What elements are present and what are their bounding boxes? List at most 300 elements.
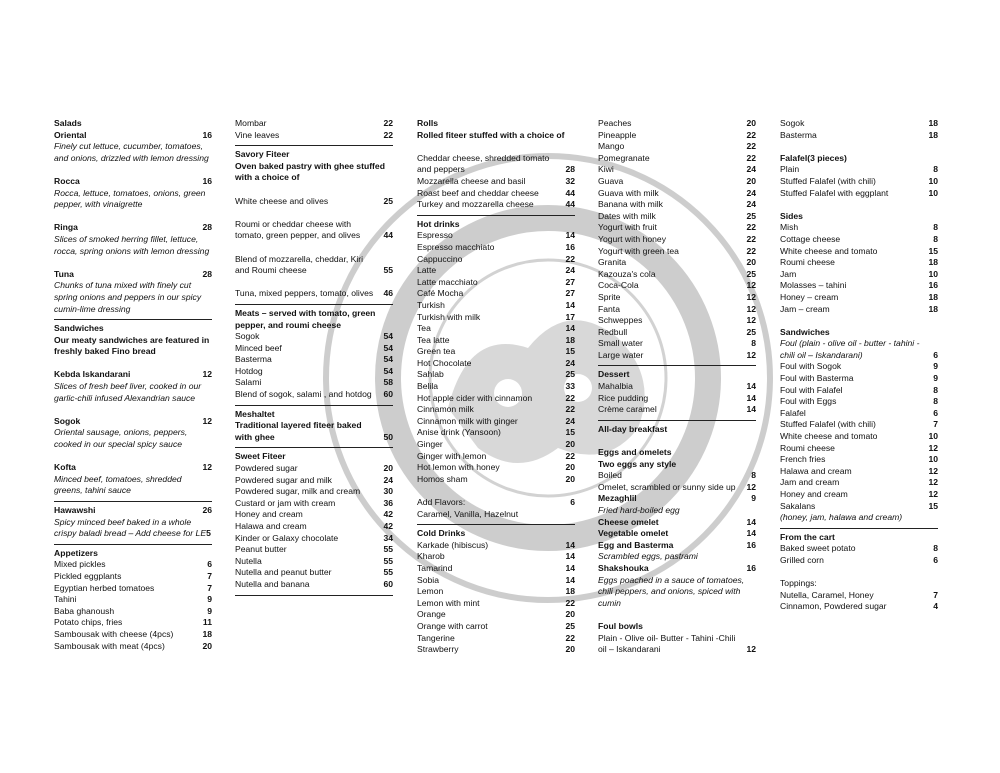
item-price: 7 bbox=[207, 582, 212, 593]
item-name: Café Mocha bbox=[417, 288, 464, 299]
item-price: 12 bbox=[746, 291, 756, 302]
section-title-sandwiches: Sandwiches bbox=[54, 323, 104, 334]
item-price: 12 bbox=[746, 349, 756, 360]
item-price: 22 bbox=[383, 118, 393, 128]
menu-item: Add Flavors: 6 bbox=[417, 497, 575, 507]
item-name: Potato chips, fries bbox=[54, 617, 123, 628]
item-name: Baba ghanoush bbox=[54, 605, 115, 616]
item-price: 11 bbox=[202, 617, 212, 628]
section-subtitle: Our meaty sandwiches are featured in freshly baked Fino bread bbox=[54, 334, 210, 357]
item-name: White cheese and olives bbox=[235, 195, 329, 206]
item-name: Sambousak with cheese (4pcs) bbox=[54, 628, 174, 639]
divider bbox=[235, 304, 393, 305]
item-price: 18 bbox=[928, 257, 938, 268]
item-name: Boiled bbox=[598, 470, 622, 481]
item-name: Sahlab bbox=[417, 369, 444, 380]
item-price: 54 bbox=[383, 331, 393, 342]
menu-item bbox=[417, 265, 575, 277]
item-name: Yogurt with green tea bbox=[598, 245, 679, 256]
item-name: Honey and cream bbox=[780, 489, 848, 499]
menu-item: Shakshouka 16 bbox=[598, 562, 756, 573]
item-name: Pineapple bbox=[598, 129, 637, 140]
menu-item bbox=[235, 579, 393, 591]
item-price: 24 bbox=[383, 474, 393, 485]
item-price: 8 bbox=[933, 384, 938, 395]
item-name: Granita bbox=[598, 257, 627, 268]
item-name: Baked sweet potato bbox=[780, 543, 856, 554]
menu-item: Rocca 16 bbox=[54, 175, 212, 186]
menu-item bbox=[780, 164, 938, 176]
menu-item bbox=[780, 118, 938, 130]
item-price: 25 bbox=[383, 195, 393, 206]
menu-item bbox=[417, 474, 575, 486]
menu-item bbox=[417, 563, 575, 575]
section-title-rolls: Rolls bbox=[417, 118, 439, 128]
divider bbox=[235, 145, 393, 146]
item-name: Coca-Cola bbox=[598, 280, 639, 291]
item-name: Sambousak with meat (4pcs) bbox=[54, 640, 165, 651]
menu-item: Oriental 16 bbox=[54, 129, 212, 140]
menu-item bbox=[235, 366, 393, 378]
menu-item: Traditional layered fiteer baked with ghee 50 bbox=[235, 420, 393, 442]
section-title-sweet: Sweet Fiteer bbox=[235, 451, 286, 462]
menu-item bbox=[235, 521, 393, 533]
item-name: Mombar bbox=[235, 118, 267, 128]
menu-item bbox=[417, 199, 575, 211]
menu-item bbox=[417, 462, 575, 474]
menu-item bbox=[598, 234, 756, 246]
menu-item bbox=[598, 199, 756, 211]
item-price: 25 bbox=[746, 326, 756, 337]
item-price: 24 bbox=[746, 164, 756, 175]
item-name: Cottage cheese bbox=[780, 233, 841, 244]
item-name: Ginger bbox=[417, 439, 443, 450]
item-price: 14 bbox=[565, 562, 575, 573]
item-price: 22 bbox=[746, 222, 756, 233]
menu-item bbox=[235, 196, 393, 208]
item-price: 55 bbox=[383, 555, 393, 566]
item-name: Homos sham bbox=[417, 473, 468, 484]
item-price: 7 bbox=[207, 570, 212, 581]
item-price: 46 bbox=[383, 288, 393, 299]
item-price: 14 bbox=[565, 230, 575, 241]
menu-item bbox=[598, 257, 756, 269]
menu-item bbox=[417, 277, 575, 289]
item-name: Tamarind bbox=[417, 562, 453, 573]
item-price: 8 bbox=[933, 396, 938, 407]
item-price: 17 bbox=[565, 311, 575, 322]
menu-item bbox=[417, 312, 575, 324]
divider bbox=[780, 528, 938, 529]
item-price: 22 bbox=[565, 632, 575, 643]
menu-item bbox=[417, 230, 575, 242]
menu-item: Cheese omelet 14 bbox=[598, 516, 756, 527]
item-price: 22 bbox=[565, 404, 575, 415]
item-name: French fries bbox=[780, 454, 826, 465]
item-name: Stuffed Falafel with eggplant bbox=[780, 187, 889, 198]
item-price: 55 bbox=[383, 265, 393, 276]
item-price: 22 bbox=[746, 233, 756, 244]
item-price: 22 bbox=[746, 152, 756, 163]
item-name: Turkish with milk bbox=[417, 311, 481, 322]
menu-item bbox=[235, 463, 393, 475]
menu-item: Tuna 28 bbox=[54, 268, 212, 279]
item-price: 18 bbox=[202, 628, 212, 639]
item-description: Slices of smoked herring fillet, lettuce, rocca, spring onions with lemon dressing bbox=[54, 233, 210, 256]
item-price: 18 bbox=[565, 586, 575, 597]
item-name: Honey – cream bbox=[780, 291, 839, 302]
item-name: Kharob bbox=[417, 551, 445, 562]
item-name: Peaches bbox=[598, 118, 632, 128]
item-price: 14 bbox=[746, 381, 756, 392]
menu-item: Kofta 12 bbox=[54, 462, 212, 473]
menu-item bbox=[598, 118, 756, 130]
item-name: Plain bbox=[780, 164, 800, 175]
item-price: 9 bbox=[933, 373, 938, 384]
item-name: Latte macchiato bbox=[417, 276, 478, 287]
item-price: 27 bbox=[565, 288, 575, 299]
item-name: Vine leaves bbox=[235, 129, 280, 140]
item-price: 55 bbox=[383, 544, 393, 555]
menu-column-5 bbox=[780, 118, 938, 613]
menu-item bbox=[598, 404, 756, 416]
item-price: 10 bbox=[928, 431, 938, 442]
menu-item bbox=[598, 211, 756, 223]
menu-item bbox=[780, 555, 938, 567]
menu-item bbox=[235, 343, 393, 355]
item-description: Rocca, lettuce, tomatoes, onions, green pepper, with vinaigrette bbox=[54, 187, 206, 210]
menu-item bbox=[780, 361, 938, 373]
item-name: Guava bbox=[598, 175, 624, 186]
menu-item bbox=[417, 644, 575, 656]
item-price: 12 bbox=[746, 481, 756, 492]
item-price: 24 bbox=[565, 415, 575, 426]
section-title-savory: Savory Fiteer bbox=[235, 149, 290, 160]
item-price: 33 bbox=[565, 381, 575, 392]
menu-item bbox=[54, 617, 212, 629]
menu-item bbox=[598, 246, 756, 258]
menu-item bbox=[780, 176, 938, 188]
item-price: 14 bbox=[565, 551, 575, 562]
item-price: 8 bbox=[751, 470, 756, 481]
section-title-salads: Salads bbox=[54, 118, 82, 128]
menu-item bbox=[235, 509, 393, 521]
menu-item bbox=[235, 377, 393, 389]
menu-item bbox=[598, 327, 756, 339]
item-name: Mahalbia bbox=[598, 381, 633, 392]
item-name: Minced beef bbox=[235, 342, 282, 353]
item-name: Hotdog bbox=[235, 365, 263, 376]
item-name: Blend of sogok, salami , and hotdog bbox=[235, 389, 372, 400]
menu-item bbox=[417, 176, 575, 188]
menu-item bbox=[780, 477, 938, 489]
divider bbox=[54, 544, 212, 545]
item-name: Rice pudding bbox=[598, 392, 649, 403]
divider bbox=[235, 447, 393, 448]
item-name: Belila bbox=[417, 381, 439, 392]
item-name: Fanta bbox=[598, 303, 620, 314]
item-price: 6 bbox=[207, 559, 212, 570]
item-price: 6 bbox=[933, 407, 938, 418]
menu-item bbox=[780, 443, 938, 455]
item-name: Roumi cheese bbox=[780, 257, 835, 268]
divider bbox=[235, 595, 393, 596]
menu-item bbox=[598, 188, 756, 200]
menu-item bbox=[417, 621, 575, 633]
item-price: 24 bbox=[746, 199, 756, 210]
item-name: Espresso macchiato bbox=[417, 241, 495, 252]
item-name: Espresso bbox=[417, 230, 453, 241]
item-description: Spicy minced beef baked in a whole crispy baladi bread – Add cheese for LE5 bbox=[54, 516, 211, 539]
menu-item bbox=[235, 354, 393, 366]
item-name: Halawa and cream bbox=[780, 465, 852, 476]
menu-item bbox=[417, 300, 575, 312]
item-price: 9 bbox=[207, 605, 212, 616]
item-name: Jam and cream bbox=[780, 477, 840, 488]
menu-item bbox=[598, 280, 756, 292]
item-price: 20 bbox=[202, 640, 212, 651]
item-name: Anise drink (Yansoon) bbox=[417, 427, 501, 438]
menu-item bbox=[598, 338, 756, 350]
menu-item bbox=[417, 242, 575, 254]
menu-item bbox=[598, 304, 756, 316]
menu-item bbox=[235, 389, 393, 401]
item-name: Falafel bbox=[780, 407, 806, 418]
menu-item bbox=[780, 292, 938, 304]
item-price: 18 bbox=[928, 303, 938, 314]
item-price: 20 bbox=[746, 175, 756, 186]
menu-item bbox=[417, 335, 575, 347]
item-name: Mixed pickles bbox=[54, 559, 106, 570]
item-price: 42 bbox=[383, 509, 393, 520]
section-title-cold-drinks: Cold Drinks bbox=[417, 528, 466, 539]
item-price: 20 bbox=[565, 609, 575, 620]
menu-item bbox=[780, 246, 938, 258]
item-price: 14 bbox=[565, 539, 575, 550]
item-name: Cheddar cheese, shredded tomato and peppers bbox=[417, 152, 550, 175]
menu-item bbox=[54, 571, 212, 583]
item-name: Turkey and mozzarella cheese bbox=[417, 199, 534, 210]
item-price: 20 bbox=[565, 644, 575, 655]
item-price: 10 bbox=[928, 454, 938, 465]
menu-item: Vegetable omelet 14 bbox=[598, 528, 756, 539]
menu-item bbox=[598, 176, 756, 188]
item-name: Sogok bbox=[780, 118, 805, 128]
menu-item bbox=[598, 269, 756, 281]
section-subtitle: Rolled fiteer stuffed with a choice of bbox=[417, 129, 565, 140]
menu-item bbox=[417, 427, 575, 439]
menu-item bbox=[598, 222, 756, 234]
item-name: Mozzarella cheese and basil bbox=[417, 175, 526, 186]
menu-item bbox=[417, 586, 575, 598]
item-price: 12 bbox=[746, 303, 756, 314]
item-price: 27 bbox=[565, 276, 575, 287]
item-name: Kazouza's cola bbox=[598, 268, 656, 279]
section-title-meats: Meats – served with tomato, green pepper, and roumi cheese bbox=[235, 307, 376, 330]
item-price: 44 bbox=[565, 187, 575, 198]
item-name: Peanut butter bbox=[235, 544, 287, 555]
item-price: 24 bbox=[565, 357, 575, 368]
item-name: Nutella and banana bbox=[235, 578, 310, 589]
section-title-eggs: Eggs and omelets bbox=[598, 447, 672, 458]
divider bbox=[54, 501, 212, 502]
item-name: Jam – cream bbox=[780, 303, 830, 314]
item-name: White cheese and tomato bbox=[780, 431, 878, 442]
item-price: 18 bbox=[928, 291, 938, 302]
item-name: Foul with Eggs bbox=[780, 396, 837, 407]
item-name: Stuffed Falafel (with chili) bbox=[780, 419, 876, 430]
section-title-meshaltet: Meshaltet bbox=[235, 408, 275, 419]
section-title-breakfast: All-day breakfast bbox=[598, 423, 668, 434]
item-name: Latte bbox=[417, 265, 437, 276]
menu-item bbox=[417, 288, 575, 300]
item-name: Kinder or Galaxy chocolate bbox=[235, 532, 339, 543]
menu-item bbox=[417, 346, 575, 358]
section-title-dessert: Dessert bbox=[598, 369, 630, 380]
item-price: 54 bbox=[383, 354, 393, 365]
item-price: 8 bbox=[933, 233, 938, 244]
menu-item bbox=[780, 188, 938, 200]
section-title-hot-drinks: Hot drinks bbox=[417, 218, 460, 229]
item-price: 14 bbox=[746, 392, 756, 403]
item-name: Orange with carrot bbox=[417, 620, 488, 631]
section-subtitle: Two eggs any style bbox=[598, 458, 677, 469]
item-name: Sakalans bbox=[780, 500, 816, 511]
item-name: Tahini bbox=[54, 594, 77, 605]
menu-item bbox=[54, 641, 212, 653]
item-name: Tuna, mixed peppers, tomato, olives bbox=[235, 288, 374, 299]
item-price: 44 bbox=[383, 230, 393, 241]
item-name: Powdered sugar and milk bbox=[235, 474, 332, 485]
item-description: Minced beef, tomatoes, shredded greens, tahini sauce bbox=[54, 473, 182, 496]
menu-item bbox=[417, 540, 575, 552]
item-price: 22 bbox=[383, 129, 393, 140]
item-price: 25 bbox=[746, 268, 756, 279]
item-name: Custard or jam with cream bbox=[235, 497, 336, 508]
item-price: 28 bbox=[565, 164, 575, 175]
item-price: 20 bbox=[746, 118, 756, 128]
item-name: Cappuccino bbox=[417, 253, 463, 264]
item-price: 12 bbox=[928, 442, 938, 453]
menu-item bbox=[780, 234, 938, 246]
menu-item bbox=[598, 153, 756, 165]
menu-item bbox=[235, 544, 393, 556]
item-description: Finely cut lettuce, cucumber, tomatoes, and onions, drizzled with lemon dressing bbox=[54, 141, 209, 163]
menu-item bbox=[598, 315, 756, 327]
menu-item bbox=[54, 559, 212, 571]
item-name: Omelet, scrambled or sunny side up bbox=[598, 481, 736, 492]
section-title-cart: From the cart bbox=[780, 531, 835, 542]
item-name: Dates with milk bbox=[598, 210, 656, 221]
menu-item bbox=[780, 431, 938, 443]
menu-item bbox=[780, 466, 938, 478]
item-description: Eggs poached in a sauce of tomatoes, chili peppers, and onions, spiced with cumin bbox=[598, 574, 745, 608]
menu-item bbox=[417, 451, 575, 463]
menu-item bbox=[54, 629, 212, 641]
divider bbox=[54, 319, 212, 320]
item-price: 25 bbox=[565, 369, 575, 380]
menu-item bbox=[780, 501, 938, 513]
item-price: 24 bbox=[565, 265, 575, 276]
item-price: 58 bbox=[383, 377, 393, 388]
divider bbox=[598, 420, 756, 421]
menu-item bbox=[598, 130, 756, 142]
item-price: 34 bbox=[383, 532, 393, 543]
item-price: 18 bbox=[928, 118, 938, 128]
item-name: Salami bbox=[235, 377, 262, 388]
item-price: 16 bbox=[928, 280, 938, 291]
item-name: Halawa and cream bbox=[235, 521, 307, 531]
item-price: 8 bbox=[933, 543, 938, 554]
item-name: Ginger with lemon bbox=[417, 450, 487, 461]
menu-column-4 bbox=[598, 118, 756, 656]
item-name: Kiwi bbox=[598, 164, 614, 175]
menu-item bbox=[417, 609, 575, 621]
item-name: Mango bbox=[598, 141, 625, 152]
menu-item bbox=[235, 533, 393, 545]
item-name: Basterma bbox=[780, 129, 817, 140]
menu-item bbox=[417, 575, 575, 587]
item-price: 42 bbox=[383, 521, 393, 531]
item-price: 12 bbox=[928, 489, 938, 499]
section-title-foul-bowls: Foul bowls bbox=[598, 620, 643, 631]
item-price: 22 bbox=[565, 597, 575, 608]
menu-item bbox=[235, 331, 393, 343]
item-name: Powdered sugar, milk and cream bbox=[235, 486, 361, 497]
menu-item bbox=[598, 393, 756, 405]
item-price: 12 bbox=[928, 465, 938, 476]
item-price: 44 bbox=[565, 199, 575, 210]
menu-item bbox=[417, 439, 575, 451]
item-price: 22 bbox=[565, 253, 575, 264]
item-name: Molasses – tahini bbox=[780, 280, 847, 291]
item-name: Roumi cheese bbox=[780, 442, 835, 453]
item-price: 20 bbox=[565, 462, 575, 473]
item-name: Basterma bbox=[235, 354, 272, 365]
menu-item bbox=[417, 381, 575, 393]
item-description: Slices of fresh beef liver, cooked in our garlic-chili infused Alexandrian sauce bbox=[54, 381, 202, 403]
item-price: 55 bbox=[383, 567, 393, 578]
toppings-title: Toppings: bbox=[780, 578, 817, 589]
section-title-appetizers: Appetizers bbox=[54, 547, 98, 558]
menu-item bbox=[417, 598, 575, 610]
menu-item bbox=[417, 404, 575, 416]
item-name: Sobia bbox=[417, 574, 439, 585]
item-price: 10 bbox=[928, 268, 938, 279]
menu-item bbox=[54, 583, 212, 595]
item-price: 18 bbox=[928, 129, 938, 140]
item-name: Turkish bbox=[417, 299, 445, 310]
item-price: 14 bbox=[565, 299, 575, 310]
item-description: (honey, jam, halawa and cream) bbox=[780, 512, 903, 523]
item-price: 60 bbox=[383, 578, 393, 589]
item-name: Lemon with mint bbox=[417, 597, 480, 608]
item-price: 9 bbox=[207, 594, 212, 605]
menu-item: Foul (plain - olive oil - butter - tahini -chili oil – Iskandarani) 6 bbox=[780, 338, 938, 360]
item-name: Foul with Falafel bbox=[780, 384, 843, 395]
item-price: 15 bbox=[928, 500, 938, 511]
item-price: 22 bbox=[746, 129, 756, 140]
item-name: Foul with Basterma bbox=[780, 373, 854, 384]
item-price: 4 bbox=[933, 601, 938, 612]
item-description: Chunks of tuna mixed with finely cut spring onions and peppers in our spicy cumin-lime dressing bbox=[54, 280, 202, 314]
item-name: Nutella bbox=[235, 555, 262, 566]
item-name: Yogurt with honey bbox=[598, 233, 667, 244]
item-price: 22 bbox=[746, 245, 756, 256]
menu-item bbox=[417, 369, 575, 381]
menu-item bbox=[780, 304, 938, 316]
menu-item bbox=[235, 567, 393, 579]
